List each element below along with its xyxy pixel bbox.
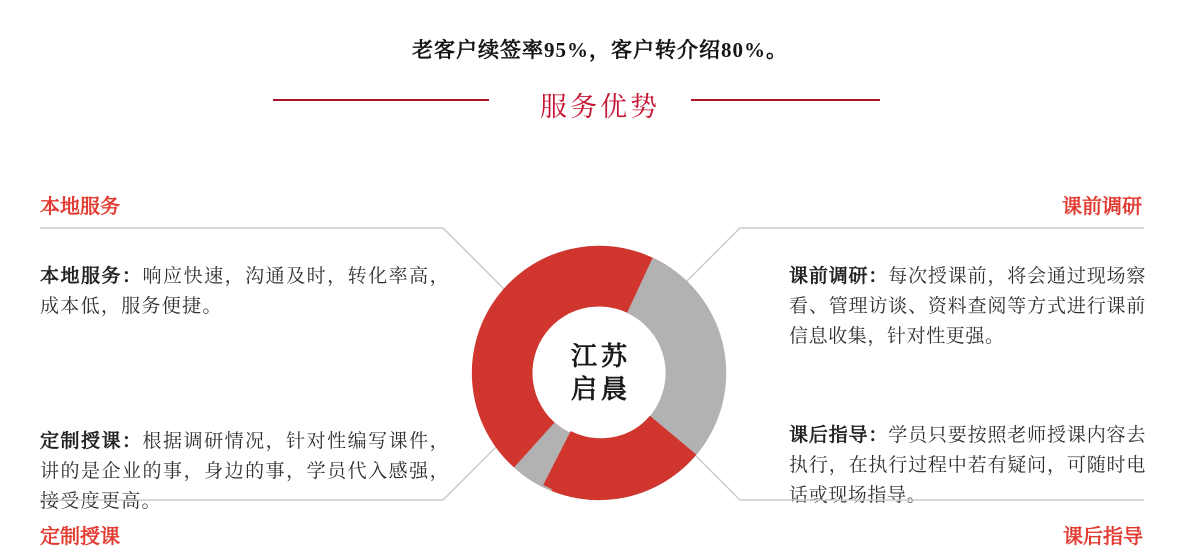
section-title: 服务优势 xyxy=(540,92,660,122)
logo-name-line2: 启晨 xyxy=(570,374,631,404)
divider-line-top-left xyxy=(40,228,540,325)
feature-body-after-class-guidance: 学员只要按照老师授课内容去执行，在执行过程中若有疑问，可随时电话或现场指导。 xyxy=(789,425,1146,506)
divider-line-bottom-left xyxy=(40,403,540,500)
company-logo xyxy=(466,240,732,506)
feature-body-pre-class-research: 每次授课前，将会通过现场察看、管理访谈、资料查阅等方式进行课前信息收集，针对性更强。 xyxy=(789,266,1146,347)
feature-title-pre-class-research: 课前调研 xyxy=(1062,196,1142,218)
feature-body-local-service: 响应快速，沟通及时，转化率高，成本低，服务便捷。 xyxy=(40,266,450,317)
feature-lead-after-class-guidance: 课后指导： xyxy=(789,425,889,446)
feature-lead-pre-class-research: 课前调研： xyxy=(789,266,889,287)
logo-company-name xyxy=(466,240,732,506)
divider-line-top-right xyxy=(663,228,1144,305)
feature-lead-custom-teaching: 定制授课： xyxy=(40,431,143,452)
feature-body-custom-teaching: 根据调研情况，针对性编写课件，讲的是企业的事，身边的事，学员代入感强，接受度更高。 xyxy=(40,431,450,512)
divider-line-bottom-right xyxy=(663,423,1144,500)
feature-title-local-service: 本地服务 xyxy=(40,196,120,218)
slogan-text: 老客户续签率95%，客户转介绍80%。 xyxy=(412,38,788,62)
feature-lead-local-service: 本地服务： xyxy=(40,266,143,287)
feature-title-after-class-guidance: 课后指导 xyxy=(1063,526,1143,548)
feature-title-custom-teaching: 定制授课 xyxy=(40,526,120,548)
logo-name-line1: 江苏 xyxy=(570,341,631,371)
